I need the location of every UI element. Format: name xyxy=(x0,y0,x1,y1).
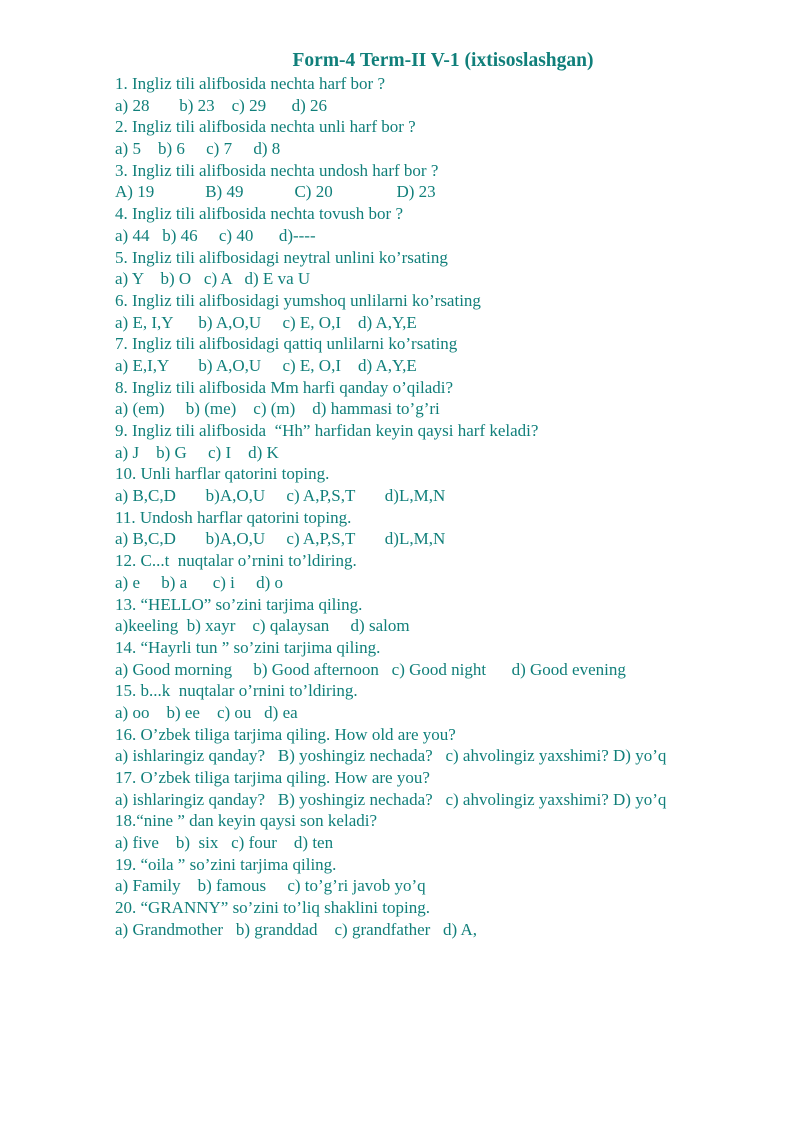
answer-options: a) B,C,D b)A,O,U c) A,P,S,T d)L,M,N xyxy=(115,486,446,506)
answer-options: a) ishlaringiz qanday? B) yoshingiz nechada? c) ahvolingiz yaxshimi? D) yo’q xyxy=(115,746,667,766)
question-text: 12. C...t nuqtalar o’rnini to’ldiring. xyxy=(115,551,357,571)
answer-options: a) oo b) ee c) ou d) ea xyxy=(115,702,298,722)
answer-options: a) Y b) O c) A d) E va U xyxy=(115,269,311,289)
answer-options: a) B,C,D b)A,O,U c) A,P,S,T d)L,M,N xyxy=(115,529,446,549)
question-text: 15. b...k nuqtalar o’rnini to’ldiring. xyxy=(115,681,358,701)
question-text: 20. “GRANNY” so’zini to’liq shaklini toping. xyxy=(115,898,430,918)
question-text: 9. Ingliz tili alifbosida “Hh” harfidan keyin qaysi harf keladi? xyxy=(115,421,539,440)
question-text: 14. “Hayrli tun ” so’zini tarjima qiling. xyxy=(115,637,381,657)
answer-options: a) five b) six c) four d) ten xyxy=(115,833,334,853)
answer-options: a) 5 b) 6 c) 7 d) 8 xyxy=(115,139,281,159)
question-text: 16. O’zbek tiliga tarjima qiling. How old are you? xyxy=(115,724,456,744)
question-text: 11. Undosh harflar qatorini toping. xyxy=(115,507,352,527)
answer-options: a) J b) G c) I d) K xyxy=(115,442,279,462)
question-text: 13. “HELLO” so’zini tarjima qiling. xyxy=(115,594,363,614)
answer-options: a) 44 b) 46 c) 40 d)---- xyxy=(115,225,316,245)
answer-options: a) (em) b) (me) c) (m) d) hammasi to’g’ri xyxy=(115,399,440,419)
answer-options: a) Grandmother b) granddad c) grandfather d) A, xyxy=(115,919,478,939)
question-text: 4. Ingliz tili alifbosida nechta tovush bor ? xyxy=(115,204,403,224)
answer-options: a) e b) a c) i d) o xyxy=(115,572,284,592)
question-text: 19. “oila ” so’zini tarjima qiling. xyxy=(115,854,337,874)
answer-options: a) E, I,Y b) A,O,U c) E, O,I d) A,Y,E xyxy=(115,312,417,332)
question-text: 1. Ingliz tili alifbosida nechta harf bor ? xyxy=(115,74,386,93)
question-text: 17. O’zbek tiliga tarjima qiling. How are you? xyxy=(115,768,430,787)
question-text: 3. Ingliz tili alifbosida nechta undosh harf bor ? xyxy=(115,160,439,180)
answer-options: a)keeling b) xayr c) qalaysan d) salom xyxy=(115,616,410,636)
document-title: Form-4 Term-II V-1 (ixtisoslashgan) xyxy=(292,50,594,71)
question-text: 7. Ingliz tili alifbosidagi qattiq unlilarni ko’rsating xyxy=(115,334,458,354)
answer-options: a) 28 b) 23 c) 29 d) 26 xyxy=(115,95,327,115)
question-text: 10. Unli harflar qatorini toping. xyxy=(115,464,330,484)
answer-options: a) E,I,Y b) A,O,U c) E, O,I d) A,Y,E xyxy=(115,355,417,375)
answer-options: a) Good morning b) Good afternoon c) Good night d) Good evening xyxy=(115,659,626,679)
answer-options: A) 19 B) 49 C) 20 D) 23 xyxy=(115,182,436,202)
question-text: 2. Ingliz tili alifbosida nechta unli harf bor ? xyxy=(115,117,416,137)
question-text: 18.“nine ” dan keyin qaysi son keladi? xyxy=(115,811,378,831)
answer-options: a) ishlaringiz qanday? B) yoshingiz nechada? c) ahvolingiz yaxshimi? D) yo’q xyxy=(115,789,667,809)
question-text: 6. Ingliz tili alifbosidagi yumshoq unlilarni ko’rsating xyxy=(115,290,481,310)
document-body xyxy=(115,73,795,941)
answer-options: a) Family b) famous c) to’g’ri javob yo’q xyxy=(115,876,426,896)
question-text: 5. Ingliz tili alifbosidagi neytral unlini ko’rsating xyxy=(115,247,448,267)
question-text: 8. Ingliz tili alifbosida Mm harfi qanday o’qiladi? xyxy=(115,377,454,397)
